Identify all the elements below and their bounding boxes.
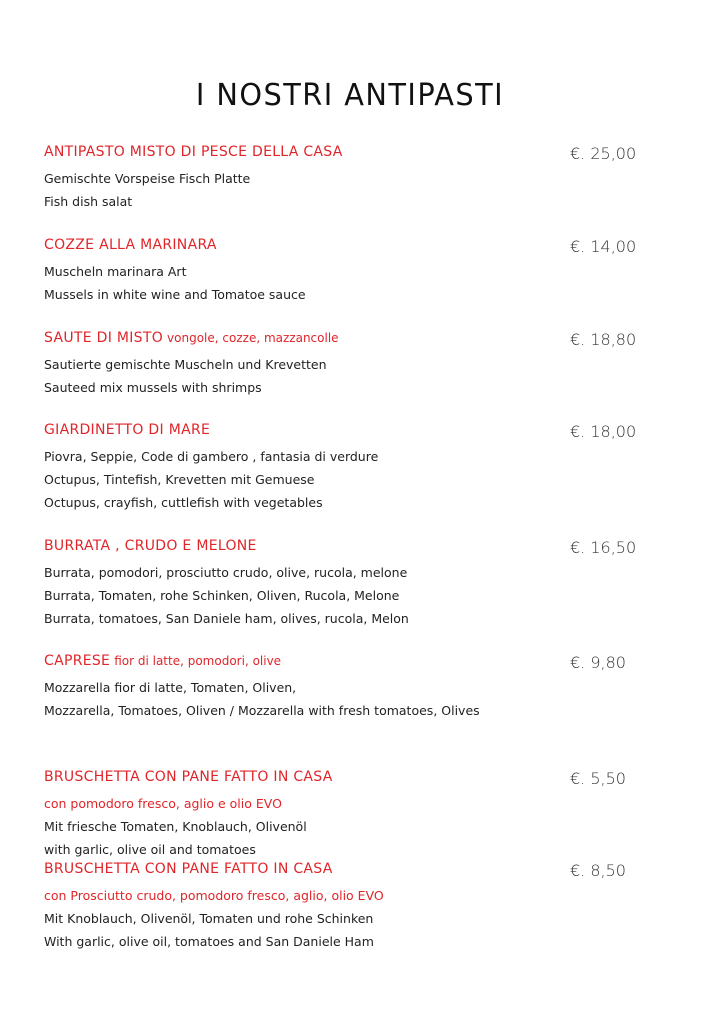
item-subtitle: fior di latte, pomodori, olive [114,654,282,668]
item-price: €. 14,00 [570,237,637,256]
menu-item [44,769,644,861]
item-desc-it: Piovra, Seppie, Code di gambero , fantasia di verdure [44,449,379,464]
menu-item [44,422,644,514]
item-price: €. 9,80 [570,653,626,672]
item-desc-en: Mussels in white wine and Tomatoe sauce [44,287,306,302]
item-desc-en: Mozzarella, Tomatoes, Oliven / Mozzarella with fresh tomatoes, Olives [44,703,480,718]
item-subtitle: vongole, cozze, mazzancolle [167,331,339,345]
item-price: €. 8,50 [570,861,626,880]
item-desc-en: Octupus, crayfish, cuttlefish with vegetables [44,495,323,510]
item-desc-en: with garlic, olive oil and tomatoes [44,842,256,857]
menu-item [44,861,644,953]
item-desc-de: Mit Knoblauch, Olivenöl, Tomaten und rohe Schinken [44,911,374,926]
item-name: CAPRESE [44,653,111,669]
menu-item [44,144,644,213]
item-desc-de: Mozzarella fior di latte, Tomaten, Oliven, [44,680,297,695]
item-name: COZZE ALLA MARINARA [44,237,217,253]
item-name: GIARDINETTO DI MARE [44,422,211,438]
item-desc-de: Sautierte gemischte Muscheln und Krevetten [44,357,327,372]
menu-item [44,653,644,722]
item-desc-it: con pomodoro fresco, aglio e olio EVO [44,796,282,811]
item-desc-de: Muscheln marinara Art [44,264,187,279]
menu-item [44,538,644,630]
item-desc-de: Octupus, Tintefish, Krevetten mit Gemuese [44,472,315,487]
item-desc-en: Fish dish salat [44,194,133,209]
item-name: BRUSCHETTA CON PANE FATTO IN CASA [44,861,333,877]
item-desc-en: Sauteed mix mussels with shrimps [44,380,262,395]
item-desc-de: Mit friesche Tomaten, Knoblauch, Olivenöl [44,819,307,834]
item-desc-it: con Prosciutto crudo, pomodoro fresco, aglio, olio EVO [44,888,384,903]
item-name: SAUTE DI MISTO [44,330,164,346]
menu-item [44,330,644,399]
item-name: BURRATA , CRUDO E MELONE [44,538,257,554]
item-desc-de: Burrata, Tomaten, rohe Schinken, Oliven, Rucola, Melone [44,588,400,603]
item-desc-de: Gemischte Vorspeise Fisch Platte [44,171,251,186]
item-price: €. 5,50 [570,769,626,788]
item-desc-it: Burrata, pomodori, prosciutto crudo, olive, rucola, melone [44,565,408,580]
item-desc-en: Burrata, tomatoes, San Daniele ham, olives, rucola, Melon [44,611,409,626]
menu-title: I NOSTRI ANTIPASTI [195,78,505,113]
item-name: BRUSCHETTA CON PANE FATTO IN CASA [44,769,333,785]
item-name: ANTIPASTO MISTO DI PESCE DELLA CASA [44,144,343,160]
menu-item [44,237,644,306]
item-price: €. 16,50 [570,538,637,557]
item-price: €. 18,80 [570,330,637,349]
item-price: €. 25,00 [570,144,637,163]
item-desc-en: With garlic, olive oil, tomatoes and San Daniele Ham [44,934,374,949]
item-price: €. 18,00 [570,422,637,441]
